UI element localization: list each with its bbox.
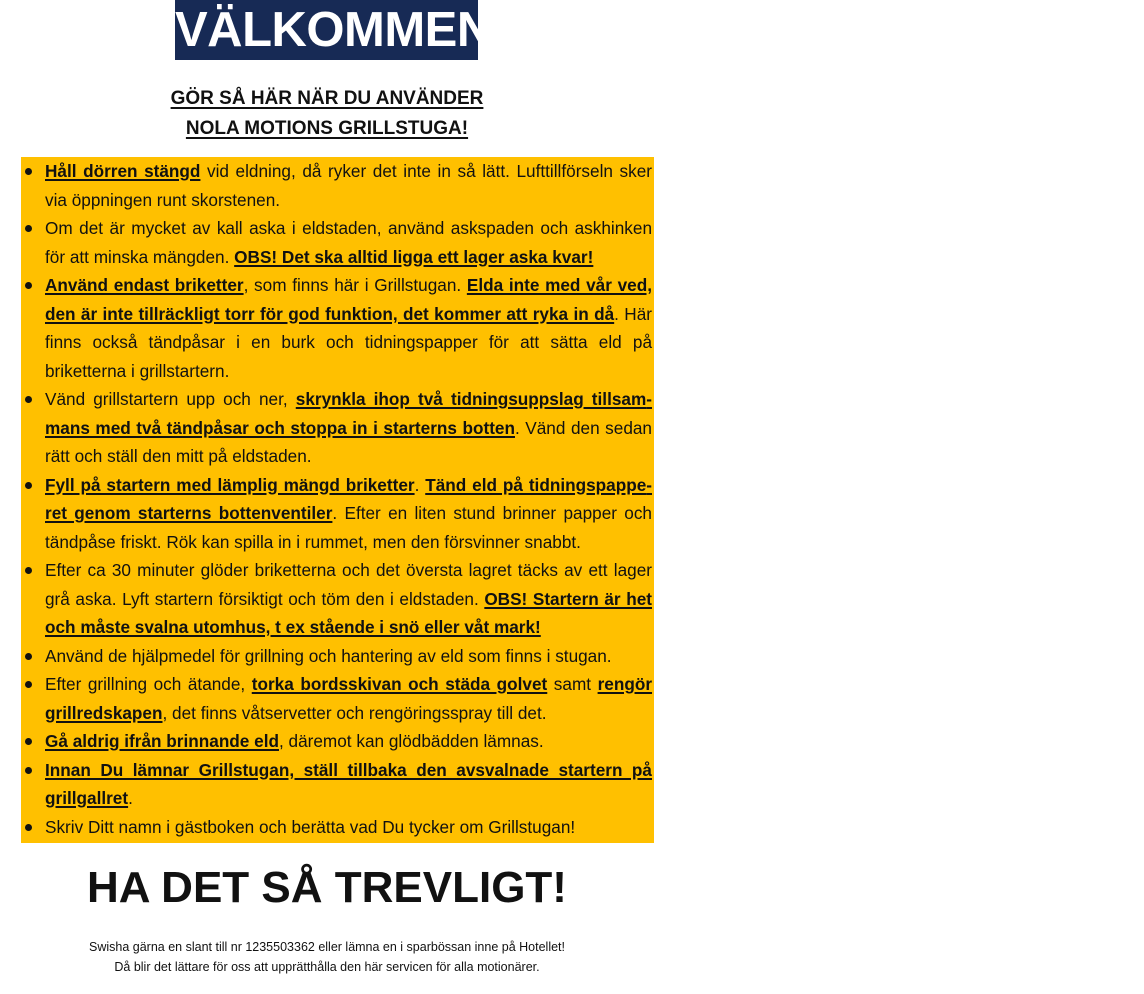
instruction-item (21, 670, 654, 727)
instruction-item (21, 471, 654, 557)
donation-note (21, 937, 633, 977)
instruction-text: . (128, 788, 133, 808)
farewell-heading: HA DET SÅ TREVLIGT! (87, 863, 567, 912)
instruction-text: Efter ca 30 minuter glöder briketterna och det översta lagret täcks av ett lager grå aska. Lyft startern försiktigt och töm den i eldstaden. (45, 560, 652, 609)
instruction-emphasis: Elda inte med vår ved, den är inte tillräckligt torr för god funktion, det kommer att ryka in då (45, 275, 653, 324)
instruction-item (21, 157, 654, 214)
instruction-text: Efter grillning och ätande, (45, 674, 252, 694)
instruction-text: Vänd grillstartern upp och ner, (45, 389, 296, 409)
instruction-emphasis: Gå aldrig ifrån brinnande eld (45, 731, 279, 751)
instruction-item (21, 813, 654, 842)
instruction-item (21, 642, 654, 671)
instruction-item (21, 727, 654, 756)
instruction-emphasis: Tänd eld på tidningspapperet genom starterns bottenventiler (45, 474, 652, 523)
instructions-list (21, 157, 654, 841)
instruction-text: Använd de hjälpmedel för grillning och hantering av eld som finns i stugan. (45, 645, 612, 666)
welcome-banner: VÄLKOMMEN! (175, 0, 478, 60)
instruction-item (21, 385, 654, 471)
subtitle-line-1: GÖR SÅ HÄR NÄR DU ANVÄNDER (170, 88, 484, 109)
instruction-emphasis: Fyll på startern med lämplig mängd briketter (45, 474, 415, 495)
instruction-text: . (414, 474, 426, 495)
donation-note-line-1: Swisha gärna en slant till nr 1235503362 eller lämna en i sparbössan inne på Hotellet! (89, 940, 565, 954)
instruction-emphasis: skrynkla ihop två tidningsuppslag tillsammans med två tändpåsar och stoppa in i starterns botten (45, 389, 652, 438)
page-subtitle (100, 84, 554, 144)
instruction-emphasis: Innan Du lämnar Grillstugan, ställ tillbaka den avsvalnade startern på grillgallret (45, 759, 652, 808)
instruction-text: Om det är mycket av kall aska i eldstaden, använd askspaden och askhinken för att minska mängden. (45, 218, 652, 267)
instruction-item (21, 271, 654, 385)
instruction-emphasis: Använd endast briketter (45, 275, 244, 295)
instruction-text: Skriv Ditt namn i gästboken och berätta vad Du tycker om Grillstugan! (45, 816, 576, 837)
instruction-text: samt (547, 674, 598, 694)
instruction-text: . Här finns också tändpåsar i en burk och tidningspapper för att sätta eld på briketterna i grillstartern. (45, 303, 653, 381)
instruction-text: vid eldning, då ryker det inte in så lätt. Lufttillförseln sker via öppningen runt skorstenen. (45, 161, 653, 210)
instruction-item (21, 756, 654, 813)
instruction-emphasis: rengör grillredskapen (45, 674, 653, 723)
instruction-emphasis: OBS! Startern är het och måste svalna utomhus, t ex stående i snö eller våt mark! (45, 588, 652, 637)
instruction-text: . Vänd den sedan rätt och ställ den mitt på eldstaden. (45, 417, 652, 466)
instruction-emphasis: Håll dörren stängd (45, 161, 201, 181)
donation-note-line-2: Då blir det lättare för oss att upprätthålla den här servicen för alla motionärer. (114, 960, 540, 974)
instruction-text: , som finns här i Grillstugan. (243, 275, 467, 295)
instruction-emphasis: OBS! Det ska alltid ligga ett lager aska kvar! (234, 246, 594, 267)
instruction-text: , däremot kan glödbädden lämnas. (278, 731, 544, 751)
instructions-box (21, 157, 654, 843)
instruction-emphasis: torka bordsskivan och städa golvet (251, 674, 548, 694)
instruction-text: , det finns våtservetter och rengöringsspray till det. (162, 702, 547, 723)
instruction-item (21, 214, 654, 271)
instruction-text: . Efter en liten stund brinner papper och tändpåse friskt. Rök kan spilla in i rummet, men den försvinner snabbt. (45, 503, 652, 552)
instruction-item (21, 556, 654, 642)
subtitle-line-2: NOLA MOTIONS GRILLSTUGA! (185, 118, 469, 139)
